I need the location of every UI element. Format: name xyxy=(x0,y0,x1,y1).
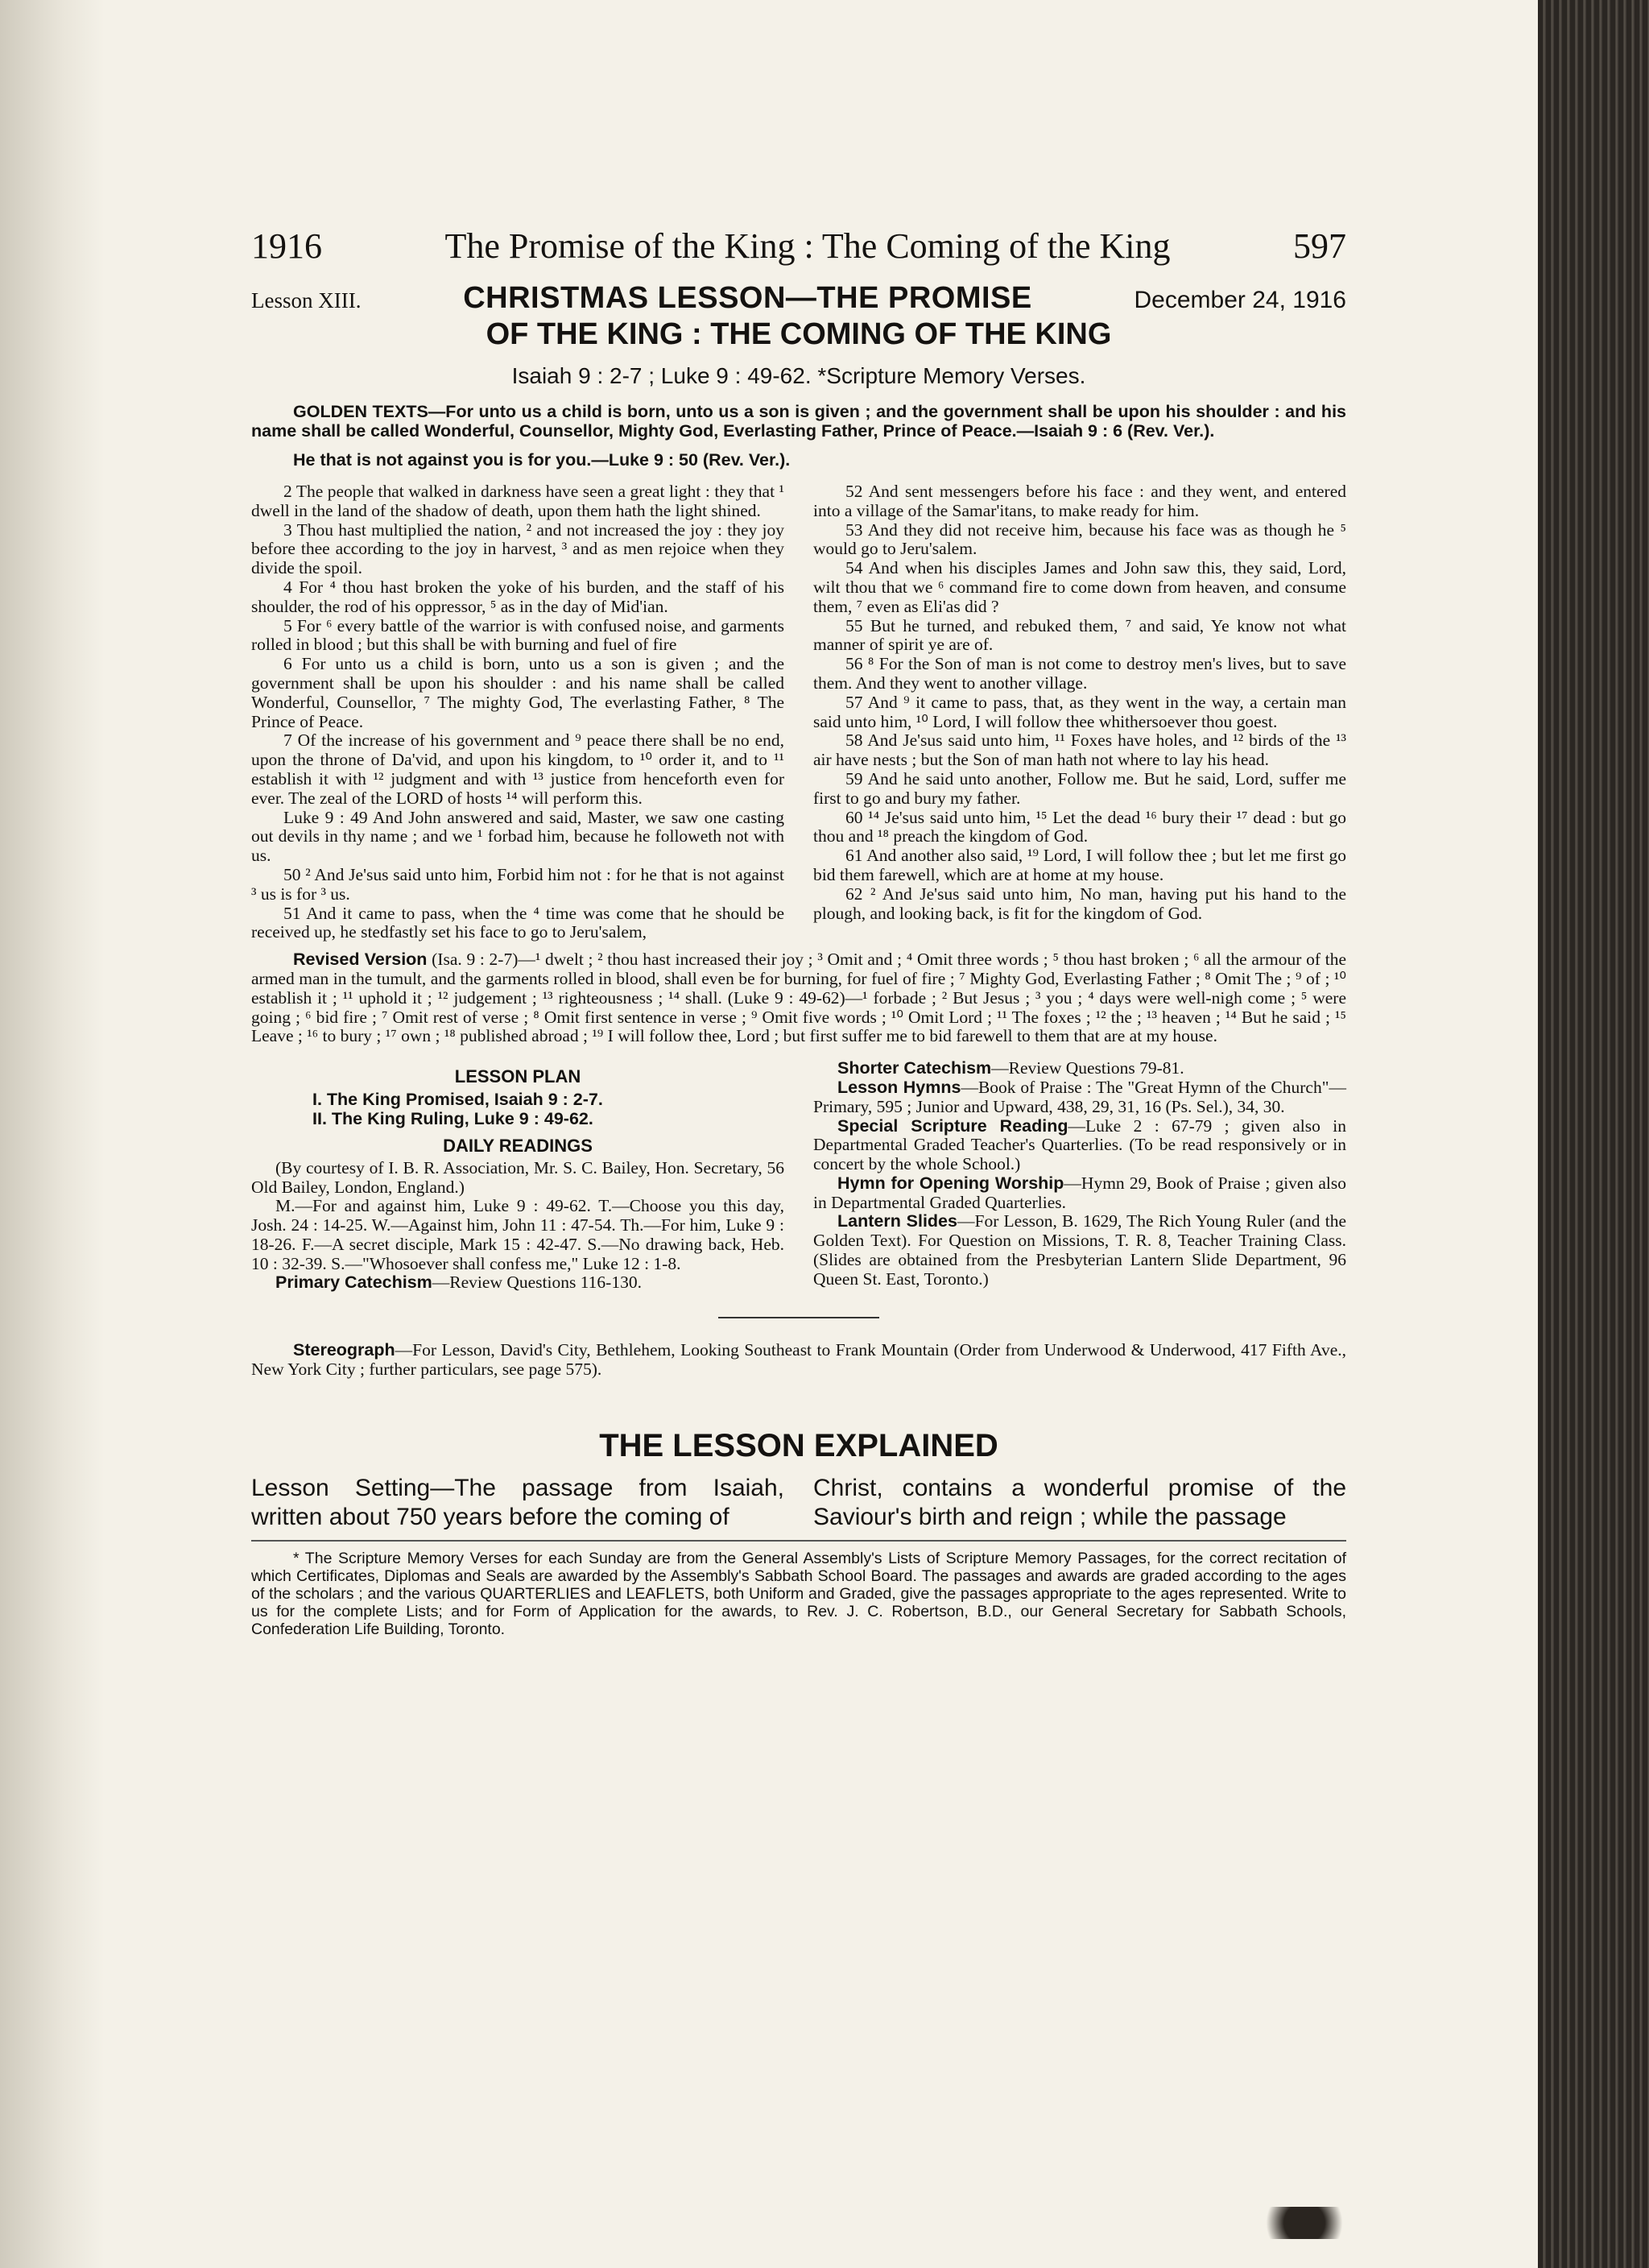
verse: 56 ⁸ For the Son of man is not come to destroy men's lives, but to save them. And they went to another village. xyxy=(813,654,1346,693)
golden-text-1: GOLDEN TEXTS—For unto us a child is born, unto us a son is given ; and the government shall be upon his shoulder : and his name shall be called Wonderful, Counsellor, Mighty God, Everlasting Father, Prince of Peace.—Isaiah 9 : 6 (Rev. Ver.). xyxy=(251,402,1346,441)
note-item xyxy=(813,1059,1346,1078)
note-item xyxy=(813,1212,1346,1289)
note-label: Lesson Hymns xyxy=(837,1077,961,1097)
note-text: —For Lesson, B. 1629, The Rich Young Ruler (and the Golden Text). For Question on Missions, T. R. 8, Teacher Training Class. (Slides are obtained from the Presbyterian Lantern Slide Department, 96 Queen St. East, Toronto.) xyxy=(813,1211,1346,1289)
verse: 58 And Je'sus said unto him, ¹¹ Foxes have holes, and ¹² birds of the ¹³ air have nests ; but the Son of man hath not where to lay his head. xyxy=(813,730,1346,770)
note-text: —Review Questions 79-81. xyxy=(991,1058,1184,1078)
lesson-plan-item: I. The King Promised, Isaiah 9 : 2-7. xyxy=(312,1089,603,1109)
lesson-aids-columns xyxy=(251,1059,1346,1293)
lesson-plan-item: II. The King Ruling, Luke 9 : 49-62. xyxy=(312,1108,593,1128)
note-text: —Hymn 29, Book of Praise ; given also in Departmental Graded Quarterlies. xyxy=(813,1173,1346,1212)
lesson-setting-left: Lesson Setting—The passage from Isaiah, written about 750 years before the coming of xyxy=(251,1474,784,1530)
lesson-number: Lesson XIII. xyxy=(251,288,362,312)
verse: 7 Of the increase of his government and ⁹ peace there shall be no end, upon the throne of Da'vid, and upon his kingdom, to ¹⁰ order it, and to ¹¹ establish it with ¹² judgment and with ¹³ justice from henceforth even for ever. The zeal of the LORD of hosts ¹⁴ will perform this. xyxy=(251,730,784,808)
lesson-date: December 24, 1916 xyxy=(1134,287,1346,313)
daily-readings-courtesy: (By courtesy of I. B. R. Association, Mr. S. C. Bailey, Hon. Secretary, 56 Old Bailey, London, England.) xyxy=(251,1157,784,1197)
running-header xyxy=(251,226,1346,267)
note-label: Lantern Slides xyxy=(837,1211,957,1231)
ink-blot xyxy=(1256,2207,1353,2239)
verse: 60 ¹⁴ Je'sus said unto him, ¹⁵ Let the dead ¹⁶ bury their ¹⁷ dead : but go thou and ¹⁸ preach the kingdom of God. xyxy=(813,807,1346,846)
note-item xyxy=(813,1174,1346,1213)
verse: 59 And he said unto another, Follow me. But he said, Lord, suffer me first to go and bury my father. xyxy=(813,768,1346,808)
note-text: —Luke 2 : 67-79 ; given also in Departmental Graded Teacher's Quarterlies. (To be read responsively or in concert by the whole School.) xyxy=(813,1115,1346,1174)
scripture-columns xyxy=(251,482,1346,942)
header-title: The Promise of the King : The Coming of the King xyxy=(444,226,1171,266)
primary-catechism-text: —Review Questions 116-130. xyxy=(432,1273,642,1293)
scripture-left-column xyxy=(251,482,784,942)
verse: 53 And they did not receive him, because his face was as though he ⁵ would go to Jeru'salem. xyxy=(813,519,1346,559)
header-year: 1916 xyxy=(251,226,322,266)
lesson-title-line1: CHRISTMAS LESSON—THE PROMISE xyxy=(463,281,1032,315)
stereograph-label: Stereograph xyxy=(293,1340,395,1360)
golden-text-2: He that is not against you is for you.—Luke 9 : 50 (Rev. Ver.). xyxy=(293,450,791,470)
book-page-edges xyxy=(1538,0,1649,2268)
note-item xyxy=(813,1078,1346,1117)
verse: 5 For ⁶ every battle of the warrior is with confused noise, and garments rolled in blood ; but this shall be with burning and fuel of fire xyxy=(251,615,784,655)
daily-readings xyxy=(251,1159,784,1293)
note-label: Hymn for Opening Worship xyxy=(837,1173,1064,1193)
daily-readings-heading: DAILY READINGS xyxy=(443,1135,593,1156)
stereograph xyxy=(251,1341,1346,1380)
note-label: Shorter Catechism xyxy=(837,1058,992,1078)
verse: 2 The people that walked in darkness have seen a great light : they that ¹ dwell in the land of the shadow of death, upon them hath the light shined. xyxy=(251,482,784,520)
verse: Luke 9 : 49 And John answered and said, Master, we saw one casting out devils in thy name ; and we ¹ forbad him, because he followeth not with us. xyxy=(251,807,784,866)
note-item xyxy=(813,1117,1346,1174)
primary-catechism xyxy=(251,1273,784,1293)
verse: 6 For unto us a child is born, unto us a son is given ; and the government shall be upon his shoulder : and his name shall be called Wonderful, Counsellor, ⁷ The mighty God, The everlasting Father, ⁸ The Prince of Peace. xyxy=(251,654,784,731)
lesson-aids-right xyxy=(813,1059,1346,1293)
verse: 4 For ⁴ thou hast broken the yoke of his burden, and the staff of his shoulder, the rod of his oppressor, ⁵ as in the day of Mid'ian. xyxy=(251,577,784,616)
note-label: Special Scripture Reading xyxy=(837,1115,1068,1136)
lesson-setting-right: Christ, contains a wonderful promise of the Saviour's birth and reign ; while the passage xyxy=(813,1474,1346,1530)
lesson-plan-heading: LESSON PLAN xyxy=(454,1066,581,1087)
revised-version-label: Revised Version xyxy=(293,950,428,970)
note-text: —Book of Praise : The "Great Hymn of the Church"—Primary, 595 ; Junior and Upward, 438, 29, 31, 16 (Ps. Sel.), 34, 30. xyxy=(813,1077,1346,1116)
section-divider xyxy=(718,1317,879,1318)
lesson-heading xyxy=(251,281,1346,316)
page-content xyxy=(251,226,1346,1638)
scripture-right-column xyxy=(813,482,1346,942)
revised-version xyxy=(251,950,1346,1046)
verse: 57 And ⁹ it came to pass, that, as they went in the way, a certain man said unto him, ¹⁰ Lord, I will follow thee whithersoever thou goest. xyxy=(813,692,1346,731)
verse: 50 ² And Je'sus said unto him, Forbid him not : for he that is not against ³ us is for ³ us. xyxy=(251,864,784,904)
lesson-aids-left xyxy=(251,1059,784,1293)
revised-version-text: (Isa. 9 : 2-7)—¹ dwelt ; ² thou hast increased their joy ; ³ Omit and ; ⁴ Omit three words ; ⁵ thou hast broken ; ⁶ all the armour of the armed man in the tumult, and the garments rolled in blood, shall even be for burning, for fuel of fire ; ⁷ Mighty God, Everlasting Father ; ⁸ Omit The ; ⁹ of ; ¹⁰ establish it ; ¹¹ uphold it ; ¹² judgement ; ¹³ righteousness ; ¹⁴ shall. (Luke 9 : 49-62)—¹ forbade ; ² But Jesus ; ³ you ; ⁴ days were well-nigh come ; ⁵ were going ; ⁶ bid fire ; ⁷ Omit rest of verse ; ⁸ Omit first sentence in verse ; ⁹ Omit five words ; ¹⁰ Omit Lord ; ¹¹ The foxes ; ¹² the ; ¹³ heaven ; ¹⁴ But he said ; ¹⁵ Leave ; ¹⁶ to bury ; ¹⁷ own ; ¹⁸ published abroad ; ¹⁹ I will follow thee, Lord ; but first suffer me to bid farewell to them that are at my house. xyxy=(251,950,1346,1046)
verse: 54 And when his disciples James and John saw this, they said, Lord, wilt thou that we ⁶ command fire to come down from heaven, and consume them, ⁷ even as Eli'as did ? xyxy=(813,558,1346,616)
lesson-explained-heading: THE LESSON EXPLAINED xyxy=(599,1427,998,1463)
verse: 61 And another also said, ¹⁹ Lord, I will follow thee ; but let me first go bid them farewell, which are at home at my house. xyxy=(813,846,1346,884)
verse: 55 But he turned, and rebuked them, ⁷ and said, Ye know not what manner of spirit ye are of. xyxy=(813,615,1346,655)
primary-catechism-label: Primary Catechism xyxy=(275,1273,432,1293)
lesson-setting xyxy=(251,1474,1346,1532)
footnote: * The Scripture Memory Verses for each Sunday are from the General Assembly's Lists of Scripture Memory Passages, for the correct recitation of which Certificates, Diplomas and Seals are awarded by the Assembly's Sabbath School Board. The passages and awards are graded according to the ages of the scholars ; and the various QUARTERLIES and LEAFLETS, both Uniform and Graded, give the passages appropriate to the ages represented. Write to us for the complete Lists; and for Form of Application for the awards, to Rev. J. C. Robertson, B.D., our General Secretary for Sabbath Schools, Confederation Life Building, Toronto. xyxy=(251,1540,1346,1638)
book-gutter xyxy=(0,0,105,2268)
verse: 62 ² And Je'sus said unto him, No man, having put his hand to the plough, and looking back, is fit for the kingdom of God. xyxy=(813,884,1346,923)
verse: 51 And it came to pass, when the ⁴ time was come that he should be received up, he stedfastly set his face to go to Jeru'salem, xyxy=(251,903,784,942)
verse: 3 Thou hast multiplied the nation, ² and not increased the joy : they joy before thee according to the joy in harvest, ³ and as men rejoice when they divide the spoil. xyxy=(251,519,784,578)
stereograph-text: —For Lesson, David's City, Bethlehem, Looking Southeast to Frank Mountain (Order from Underwood & Underwood, 417 Fifth Ave., New York City ; further particulars, see page 575). xyxy=(251,1340,1346,1380)
verse: 52 And sent messengers before his face : and they went, and entered into a village of the Samar'itans, to make ready for him. xyxy=(813,482,1346,520)
daily-readings-text: M.—For and against him, Luke 9 : 49-62. T.—Choose you this day, Josh. 24 : 14-25. W.—Against him, John 11 : 47-54. Th.—For him, Luke 9 : 18-26. F.—A secret disciple, Mark 15 : 42-47. S.—No drawing back, Heb. 10 : 32-39. S.—"Whosoever shall confess me," Luke 12 : 1-8. xyxy=(251,1196,784,1273)
lesson-title-line2: OF THE KING : THE COMING OF THE KING xyxy=(486,317,1112,351)
page-number: 597 xyxy=(1292,226,1346,266)
lesson-passage: Isaiah 9 : 2-7 ; Luke 9 : 49-62. *Scripture Memory Verses. xyxy=(511,363,1086,388)
